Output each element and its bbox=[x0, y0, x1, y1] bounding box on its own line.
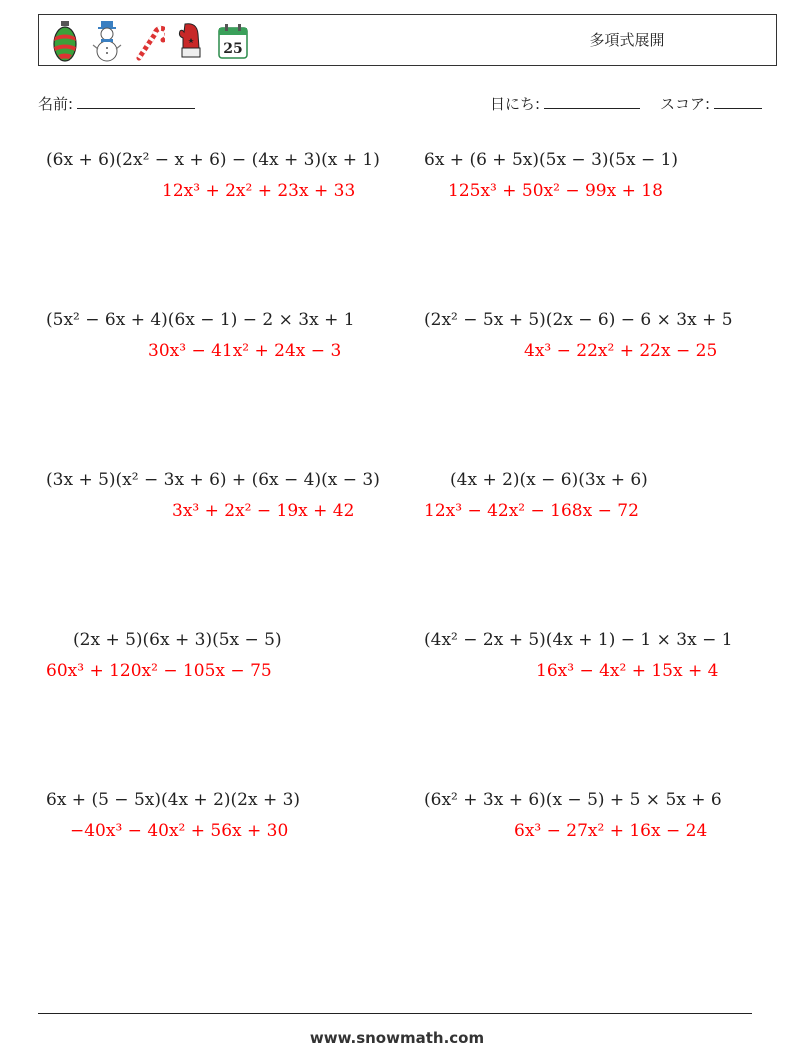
icon-row bbox=[49, 20, 249, 62]
mitten-icon bbox=[175, 20, 207, 62]
answer-3: 30x³ − 41x² + 24x − 3 bbox=[148, 341, 342, 361]
footer-divider bbox=[38, 1013, 752, 1014]
answer-1: 12x³ + 2x² + 23x + 33 bbox=[162, 181, 356, 201]
worksheet-header bbox=[38, 14, 777, 66]
problem-9: 6x + (5 − 5x)(4x + 2)(2x + 3) bbox=[46, 790, 301, 810]
answer-4: 4x³ − 22x² + 22x − 25 bbox=[524, 341, 718, 361]
answer-7: 60x³ + 120x² − 105x − 75 bbox=[46, 661, 272, 681]
svg-text:25: 25 bbox=[223, 41, 243, 57]
ornament-icon bbox=[49, 20, 81, 62]
problem-5: (3x + 5)(x² − 3x + 6) + (6x − 4)(x − 3) bbox=[46, 470, 380, 490]
problem-3: (5x² − 6x + 4)(6x − 1) − 2 × 3x + 1 bbox=[46, 310, 355, 330]
date-label: 日にち: bbox=[490, 95, 541, 113]
score-label: スコア: bbox=[660, 95, 711, 113]
problem-2: 6x + (6 + 5x)(5x − 3)(5x − 1) bbox=[424, 150, 679, 170]
score-blank bbox=[714, 94, 762, 109]
candy-cane-icon bbox=[133, 20, 165, 62]
problem-7: (2x + 5)(6x + 3)(5x − 5) bbox=[73, 630, 282, 650]
problem-10: (6x² + 3x + 6)(x − 5) + 5 × 5x + 6 bbox=[424, 790, 722, 810]
calendar-icon bbox=[217, 20, 249, 62]
answer-10: 6x³ − 27x² + 16x − 24 bbox=[514, 821, 708, 841]
name-label: 名前: bbox=[38, 95, 74, 113]
problem-6: (4x + 2)(x − 6)(3x + 6) bbox=[450, 470, 648, 490]
name-field bbox=[38, 93, 195, 114]
answer-9: −40x³ − 40x² + 56x + 30 bbox=[70, 821, 289, 841]
date-field bbox=[490, 93, 640, 114]
date-blank bbox=[544, 94, 640, 109]
footer-website: www.snowmath.com bbox=[309, 1029, 485, 1047]
answer-6: 12x³ − 42x² − 168x − 72 bbox=[424, 501, 639, 521]
worksheet-title: 多項式展開 bbox=[589, 31, 665, 49]
problem-4: (2x² − 5x + 5)(2x − 6) − 6 × 3x + 5 bbox=[424, 310, 733, 330]
score-field bbox=[660, 93, 762, 114]
name-blank bbox=[77, 94, 195, 109]
answer-5: 3x³ + 2x² − 19x + 42 bbox=[172, 501, 355, 521]
problem-8: (4x² − 2x + 5)(4x + 1) − 1 × 3x − 1 bbox=[424, 630, 733, 650]
snowman-icon bbox=[91, 20, 123, 62]
answer-8: 16x³ − 4x² + 15x + 4 bbox=[536, 661, 719, 681]
problem-1: (6x + 6)(2x² − x + 6) − (4x + 3)(x + 1) bbox=[46, 150, 380, 170]
answer-2: 125x³ + 50x² − 99x + 18 bbox=[448, 181, 663, 201]
